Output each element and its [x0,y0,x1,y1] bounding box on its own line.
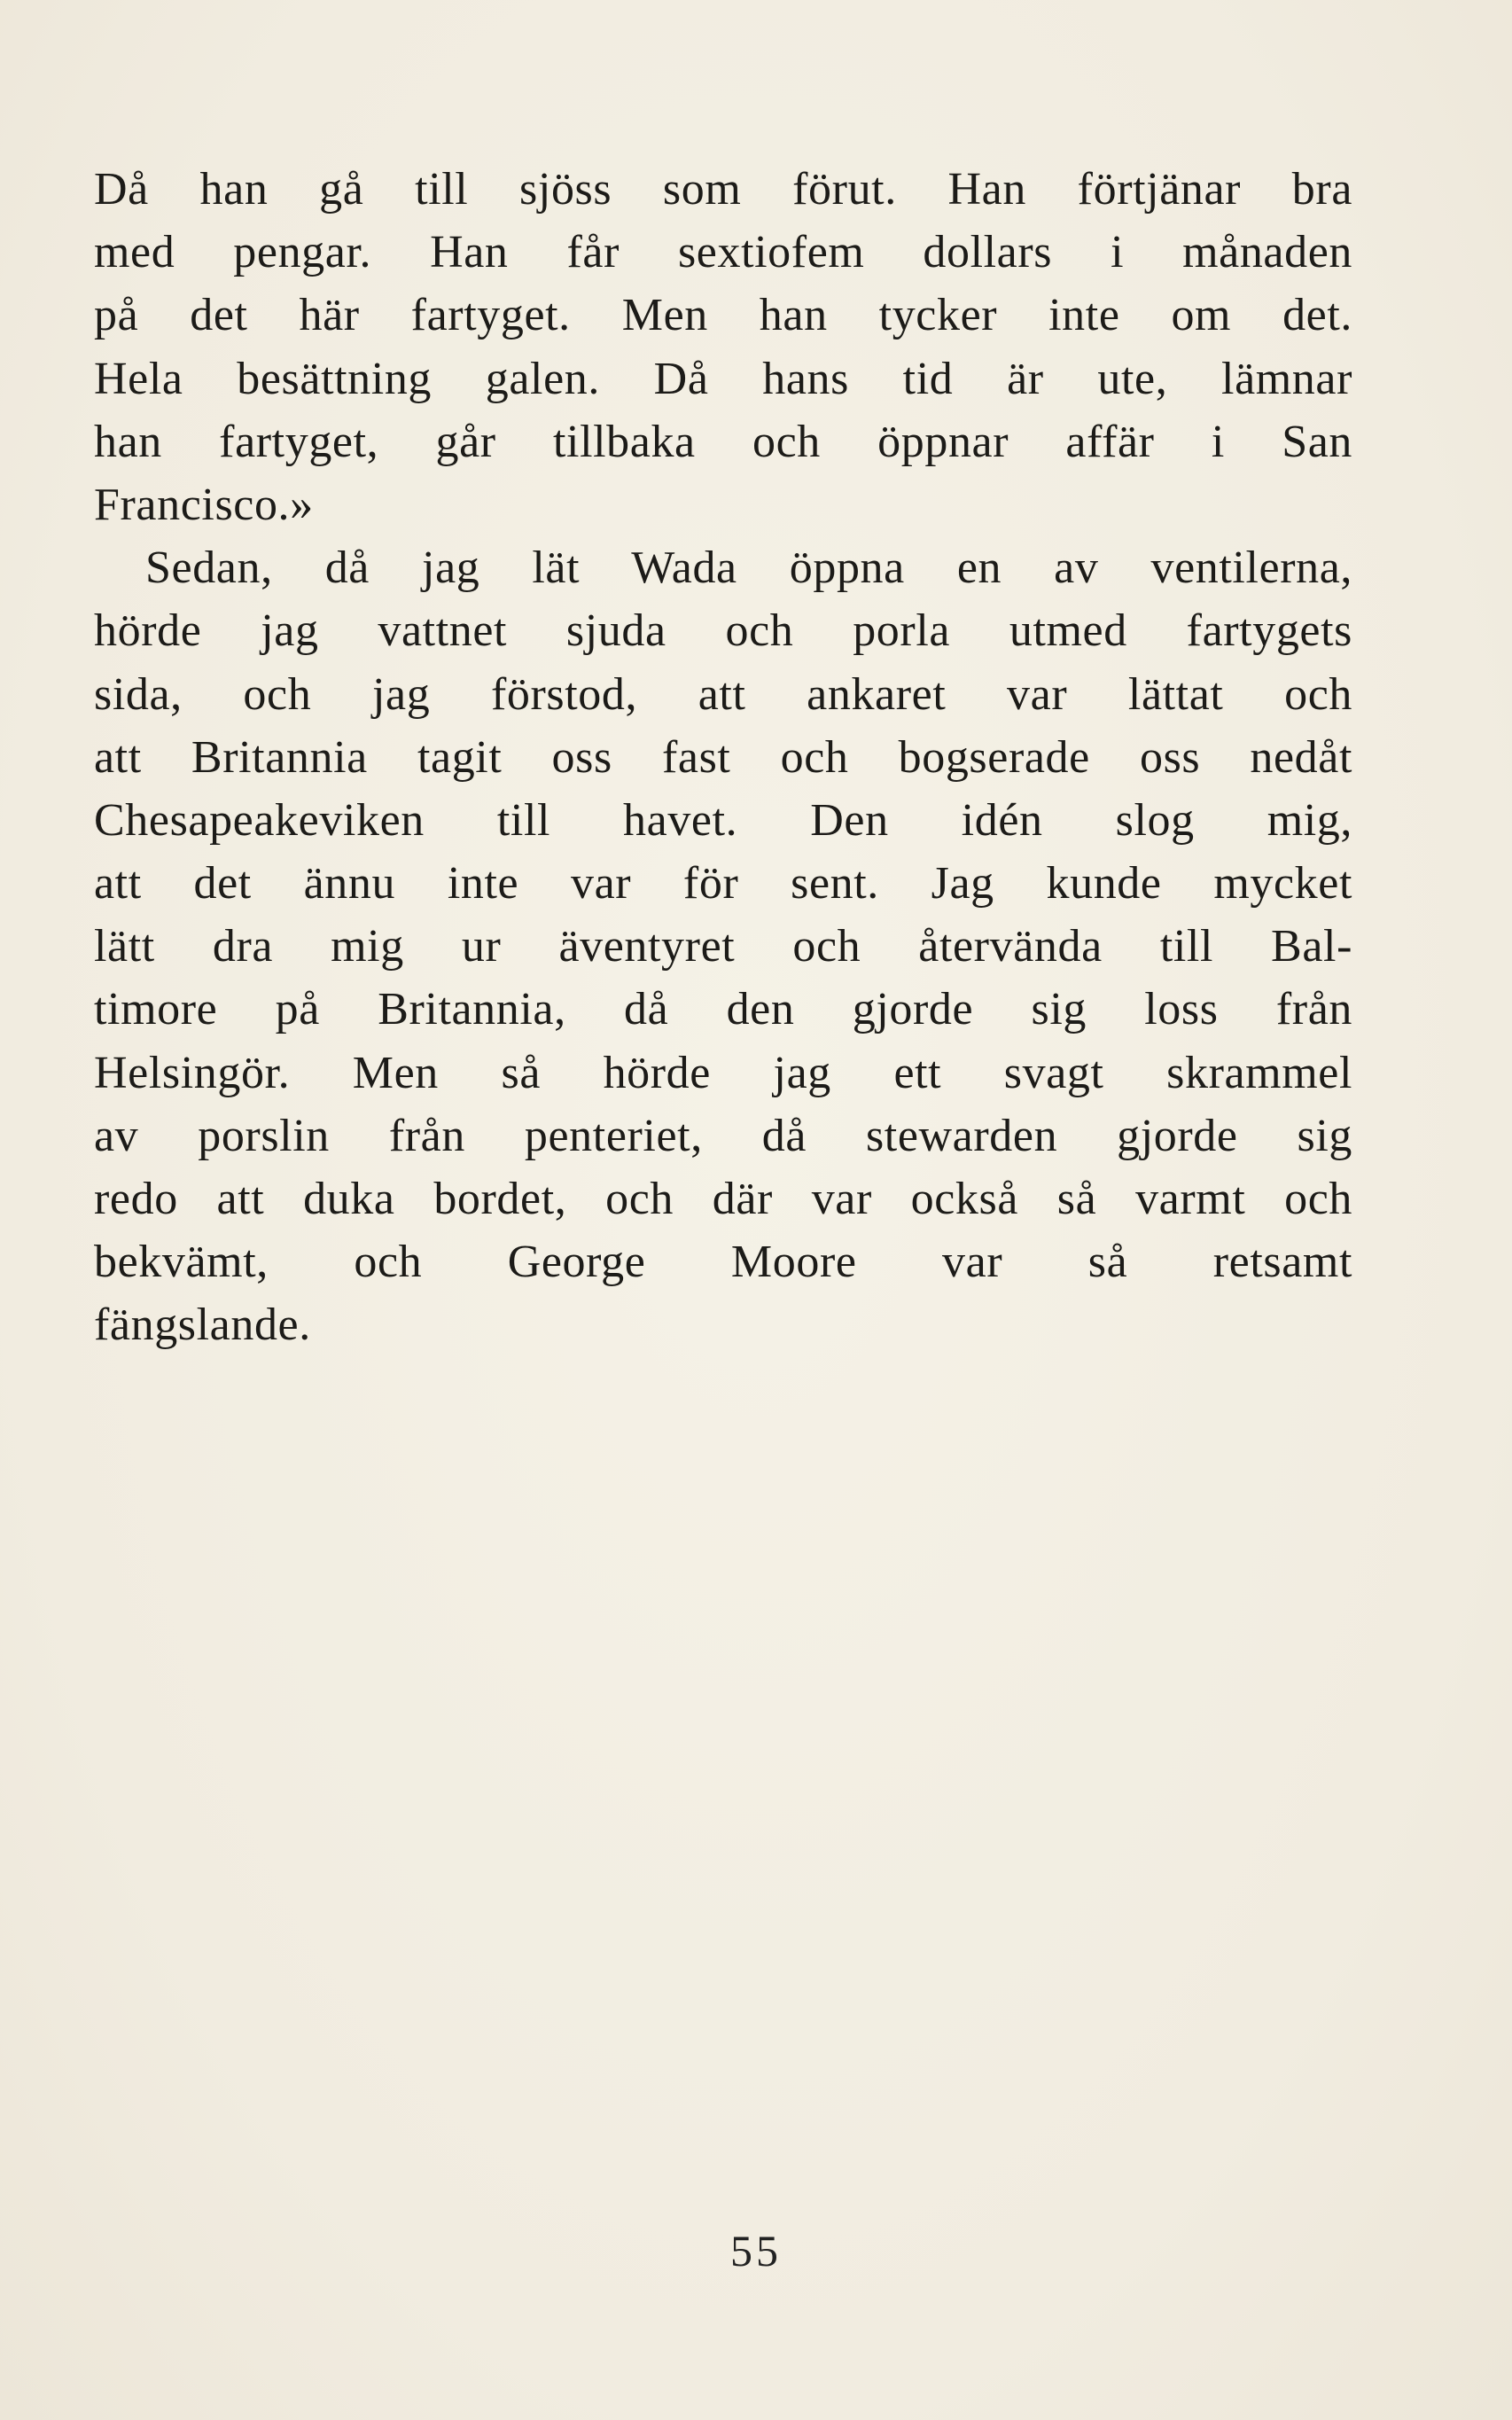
text-line: att Britannia tagit oss fast och bogserade oss nedåt [94,731,1352,783]
page-number: 55 [730,2226,782,2276]
text-line: med pengar. Han får sextiofem dollars i månaden [94,227,1352,278]
body-text [94,158,1352,1357]
text-line: sida, och jag förstod, att ankaret var lättat och [94,668,1352,720]
text-line: Sedan, då jag lät Wada öppna en av ventilerna, [145,543,1352,594]
text-line: Francisco.» [94,479,314,530]
text-line: Helsingör. Men så hörde jag ett svagt skrammel [94,1047,1352,1098]
text-line: redo att duka bordet, och där var också så varmt och [94,1174,1352,1224]
text-line: fängslande. [94,1300,311,1351]
text-line: timore på Britannia, då den gjorde sig loss från [94,984,1352,1035]
text-line: han fartyget, går tillbaka och öppnar affär i San [94,416,1352,467]
text-line: på det här fartyget. Men han tycker inte om det. [94,290,1352,341]
text-line: hörde jag vattnet sjuda och porla utmed fartygets [94,605,1352,657]
text-line: Då han gå till sjöss som förut. Han förtjänar bra [94,164,1352,215]
text-line: av porslin från penteriet, då stewarden gjorde sig [94,1110,1352,1161]
text-line: lätt dra mig ur äventyret och återvända till Bal- [94,921,1352,972]
text-line: att det ännu inte var för sent. Jag kunde mycket [94,858,1352,909]
text-line: Chesapeakeviken till havet. Den idén slog mig, [94,794,1352,846]
text-line: bekvämt, och George Moore var så retsamt [94,1237,1352,1288]
text-line: Hela besättning galen. Då hans tid är ute, lämnar [94,353,1352,404]
